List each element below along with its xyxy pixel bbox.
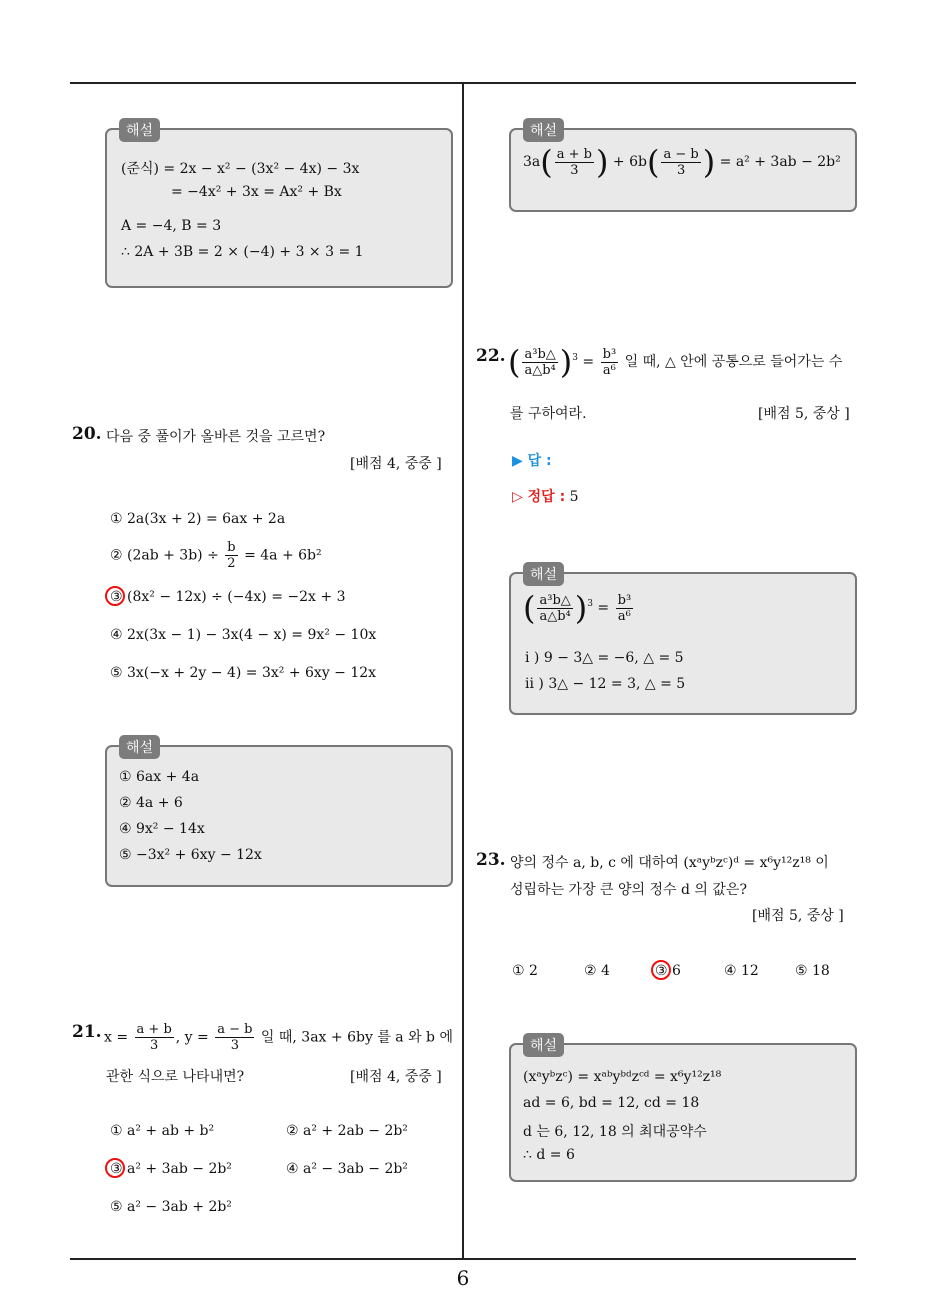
question-text: 관한 식으로 나타내면? (106, 1069, 245, 1085)
correct-answer: ▷ 정답 : 5 (512, 489, 579, 505)
question-text: ( $\frac{\text{a³b△}}{\text{a△b⁴}}$ )$^3$ = $\frac{\text{b³}}{\text{a⁶}}$ 일 때, △ 안에 공통으로 들어가는 수 (508, 343, 843, 381)
question-text: x = $\frac{a + b}{3}$ , y = $\frac{a - b}{3}$ 일 때, 3ax + 6by 를 a 와 b 에 (104, 1022, 453, 1053)
solution-tab: 해설 (523, 1033, 564, 1057)
page-number: 6 (456, 1266, 470, 1290)
solution-box-20 (105, 740, 453, 887)
choice-1[interactable]: ① 2a(3x + 2) = 6ax + 2a (110, 511, 286, 527)
choice-4[interactable]: ④ 2x(3x − 1) − 3x(4 − x) = 9x² − 10x (110, 627, 377, 643)
choice-2[interactable] (110, 540, 322, 571)
answer-label: ▶ 답 : (512, 453, 552, 469)
choice-2-rhs: = 4a + 6b² (244, 547, 322, 564)
choice-4[interactable]: ④ 12 (724, 963, 759, 979)
solution-line: ② 4a + 6 (119, 795, 183, 811)
solution-tab: 해설 (523, 562, 564, 586)
choice-4[interactable]: ④ a² − 3ab − 2b² (286, 1161, 408, 1177)
question-text: 성립하는 가장 큰 양의 정수 d 의 값은? (510, 882, 747, 898)
solution-line: ad = 6, bd = 12, cd = 18 (523, 1095, 700, 1111)
question-meta: [배점 5, 중상 ] (752, 908, 844, 924)
solution-line: ( $\frac{\text{a³b△}}{\text{a△b⁴}}$ )$^3$ = $\frac{\text{b³}}{\text{a⁶}}$ (523, 589, 632, 627)
column-divider (462, 83, 464, 1258)
choice-5[interactable]: ⑤ 3x(−x + 2y − 4) = 3x² + 6xy − 12x (110, 665, 377, 681)
choice-2-lhs: ② (2ab + 3b) ÷ (110, 547, 219, 564)
bottom-rule (70, 1258, 856, 1260)
solution-line: i ) 9 − 3△ = −6, △ = 5 (525, 650, 684, 666)
fraction: $\frac{a + b}{3}$ (136, 1022, 172, 1053)
solution-tab: 해설 (119, 118, 160, 142)
solution-line: ⑤ −3x² + 6xy − 12x (119, 847, 262, 863)
solution-box-22 (509, 567, 857, 715)
solution-line: ① 6ax + 4a (119, 769, 200, 785)
question-number: 22. (476, 346, 506, 366)
choice-5[interactable]: ⑤ a² − 3ab + 2b² (110, 1199, 232, 1215)
solution-line: A = −4, B = 3 (121, 218, 222, 234)
fraction: $\frac{a - b}{3}$ (217, 1022, 253, 1053)
question-number: 21. (72, 1022, 102, 1042)
choice-3[interactable]: ③ (8x² − 12x) ÷ (−4x) = −2x + 3 (110, 589, 346, 605)
question-meta: [배점 4, 중중 ] (350, 456, 442, 472)
question-text: 다음 중 풀이가 올바른 것을 고르면? (106, 429, 326, 445)
solution-box-19 (105, 123, 453, 288)
solution-line: d 는 6, 12, 18 의 최대공약수 (523, 1124, 707, 1140)
fraction: $\frac{b}{2}$ (227, 540, 236, 571)
question-text: 양의 정수 a, b, c 에 대하여 (xᵃyᵇzᶜ)ᵈ = x⁶y¹²z¹⁸ 이 (510, 855, 829, 871)
solution-line: ∴ 2A + 3B = 2 × (−4) + 3 × 3 = 1 (121, 244, 364, 260)
choice-5[interactable]: ⑤ 18 (795, 963, 830, 979)
solution-line: 3a( $\frac{a + b}{3}$ ) + 6b( $\frac{a - b}{3}$ ) = a² + 3ab − 2b² (523, 143, 841, 181)
question-meta: [배점 4, 중중 ] (350, 1069, 442, 1085)
question-number: 23. (476, 850, 506, 870)
choice-3[interactable]: ③ 6 (655, 963, 681, 979)
solution-box-21 (509, 123, 857, 212)
solution-box-23 (509, 1038, 857, 1182)
choice-1[interactable]: ① a² + ab + b² (110, 1123, 215, 1139)
solution-tab: 해설 (523, 118, 564, 142)
solution-line: ④ 9x² − 14x (119, 821, 205, 837)
solution-line: = −4x² + 3x = Ax² + Bx (171, 184, 342, 200)
solution-line: ∴ d = 6 (523, 1147, 575, 1163)
question-text: 를 구하여라. (510, 406, 587, 422)
question-number: 20. (72, 424, 102, 444)
solution-line: ii ) 3△ − 12 = 3, △ = 5 (525, 676, 686, 692)
choice-3[interactable]: ③ a² + 3ab − 2b² (110, 1161, 232, 1177)
solution-tab: 해설 (119, 735, 160, 759)
question-meta: [배점 5, 중상 ] (758, 406, 850, 422)
choice-2[interactable]: ② 4 (584, 963, 610, 979)
choice-1[interactable]: ① 2 (512, 963, 538, 979)
solution-line: (xᵃyᵇzᶜ) = xᵃᵇyᵇᵈzᶜᵈ = x⁶y¹²z¹⁸ (523, 1069, 722, 1085)
choice-2[interactable]: ② a² + 2ab − 2b² (286, 1123, 408, 1139)
solution-line: (준식) = 2x − x² − (3x² − 4x) − 3x (121, 161, 360, 177)
